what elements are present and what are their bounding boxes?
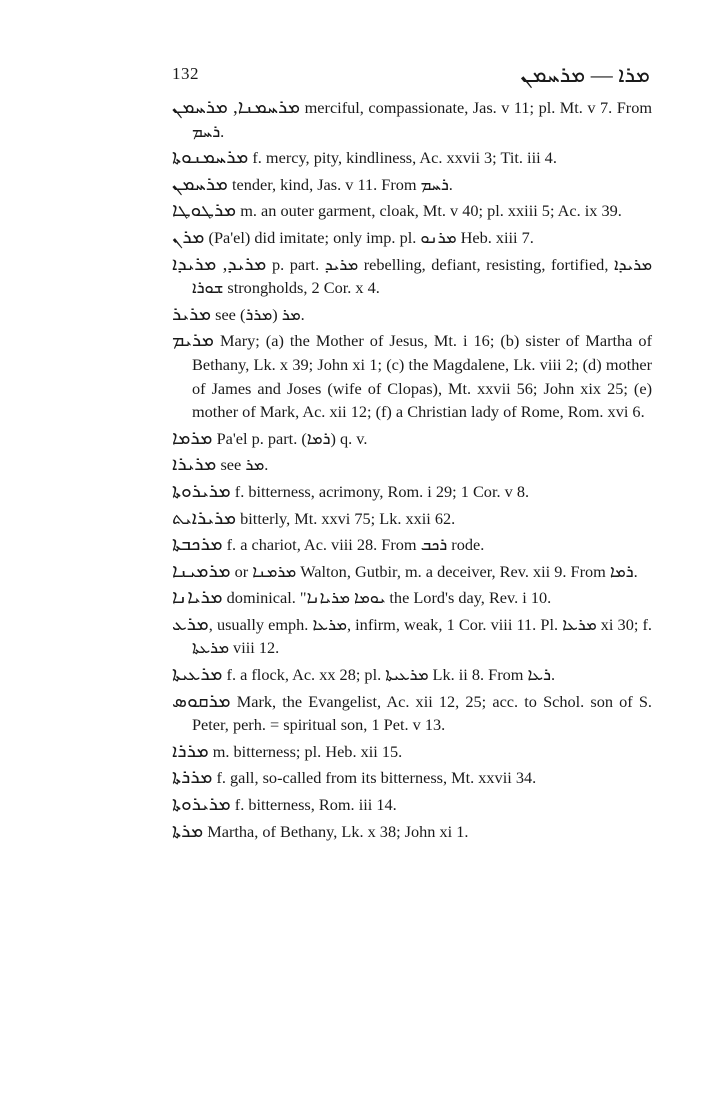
entry-definition: f. bitterness, Rom. iii 14. <box>230 795 397 815</box>
dictionary-entry <box>172 533 652 557</box>
dictionary-entry <box>172 226 652 250</box>
entry-definition: f. mercy, pity, kindliness, Ac. xxvii 3; Tit. iii 4. <box>248 148 557 168</box>
entry-headword: ܡܪܥ <box>172 613 209 635</box>
entry-definition: f. a chariot, Ac. viii 28. From ܪܟܒ rode. <box>222 535 485 555</box>
entry-headword: ܡܪܢ <box>172 226 205 248</box>
entry-definition: f. gall, so-called from its bitterness, Mt. xxvii 34. <box>212 768 537 788</box>
dictionary-entry <box>172 663 652 687</box>
entry-headword: ܡܪܪܐ <box>172 740 209 762</box>
dictionary-entry <box>172 560 652 584</box>
entry-definition: m. an outer garment, cloak, Mt. v 40; pl. xxiii 5; Ac. ix 39. <box>236 201 622 221</box>
dictionary-entry <box>172 173 652 197</box>
entry-headword: ܡܪܚܡܢ <box>172 173 228 195</box>
entry-definition: merciful, compassionate, Jas. v 11; pl. Mt. v 7. From ܪܚܡ. <box>192 98 653 141</box>
entry-headword: ܡܪܡܐ <box>172 427 213 449</box>
entry-headword: ܡܪܚܡܢܐ, ܡܪܚܡܢ <box>172 97 301 118</box>
dictionary-entry <box>172 690 652 737</box>
entry-headword: ܡܪܝܪܘܬܐ <box>172 794 231 816</box>
dictionary-entries <box>172 96 652 846</box>
entry-definition: f. bitterness, acrimony, Rom. i 29; 1 Cor. v 8. <box>230 481 530 501</box>
entry-headword: ܡܪܝܕ, ܡܪܝܕܐ <box>172 253 267 275</box>
entry-definition: Pa'el p. part. (ܪܡܐ) q. v. <box>212 428 368 448</box>
entry-headword: ܡܪܚܡܢܘܬܐ <box>172 147 249 169</box>
dictionary-entry <box>172 480 652 504</box>
running-head: ܡܪܐ — ܡܪܚܡܢ <box>520 62 650 87</box>
entry-headword: ܡܪܝܪ <box>172 303 212 325</box>
entry-definition: bitterly, Mt. xxvi 75; Lk. xxii 62. <box>236 508 456 528</box>
entry-definition: m. bitterness; pl. Heb. xii 15. <box>208 741 403 761</box>
dictionary-entry <box>172 146 652 170</box>
entry-headword: ܡܪܝܪܐ <box>172 454 217 476</box>
dictionary-entry <box>172 507 652 531</box>
dictionary-entry <box>172 253 652 300</box>
dictionary-entry <box>172 427 652 451</box>
entry-headword: ܡܪܬܐ <box>172 820 204 842</box>
entry-headword: ܡܪܟܒܬܐ <box>172 534 223 556</box>
entry-headword: ܡܪܛܘܛܐ <box>172 200 237 222</box>
entry-headword: ܡܪܝܪܘܬܐ <box>172 480 231 502</box>
dictionary-entry <box>172 820 652 844</box>
dictionary-entry <box>172 96 652 143</box>
dictionary-entry <box>172 586 652 610</box>
entry-definition: Mark, the Evangelist, Ac. xii 12, 25; acc. to Schol. son of S. Peter, perh. = spiritual son, 1 Pet. v 13. <box>192 691 652 735</box>
entry-definition: or ܡܪܡܢܐ Walton, Gutbir, m. a deceiver, Rev. xii 9. From ܪܡܐ. <box>230 561 638 581</box>
dictionary-entry <box>172 613 652 660</box>
entry-definition: f. a flock, Ac. xx 28; pl. ܡܪܥܝܬܐ Lk. ii 8. From ܪܥܐ. <box>222 665 556 685</box>
dictionary-entry <box>172 766 652 790</box>
page-number: 132 <box>172 64 199 83</box>
entry-headword: ܡܪܡܝܢܐ <box>172 560 231 582</box>
entry-definition: (Pa'el) did imitate; only imp. pl. ܡܪܢܘ Heb. xiii 7. <box>204 227 534 247</box>
entry-headword: ܡܪܝܐܢܐ <box>172 587 223 609</box>
entry-definition: p. part. ܡܪܝܕ rebelling, defiant, resisting, fortified, ܡܪܝܕܐ ܫܘܪܐ strongholds, 2 Cor. x 4. <box>192 254 652 298</box>
dictionary-entry <box>172 453 652 477</box>
entry-headword: ܡܪܝܡ <box>172 330 214 352</box>
page-header <box>172 62 650 88</box>
entry-definition: dominical. "ܝܘܡܐ ܡܪܝܐܢܐ the Lord's day, Rev. i 10. <box>222 588 552 608</box>
entry-definition: see ܡܪ (ܡܪܪ). <box>211 304 305 324</box>
entry-headword: ܡܪܝܪܐܝܬ <box>172 507 237 529</box>
entry-headword: ܡܪܪܬܐ <box>172 767 213 789</box>
entry-headword: ܡܪܩܘܣ <box>172 690 231 712</box>
dictionary-entry <box>172 329 652 423</box>
dictionary-entry <box>172 740 652 764</box>
entry-definition: tender, kind, Jas. v 11. From ܪܚܡ. <box>227 174 453 194</box>
entry-definition: , usually emph. ܡܪܥܐ, infirm, weak, 1 Cor. viii 11. Pl. ܡܪܥܐ xi 30; f. ܡܪܥܬܐ viii 12. <box>192 614 652 658</box>
entry-definition: Martha, of Bethany, Lk. x 38; John xi 1. <box>203 821 469 841</box>
entry-headword: ܡܪܥܝܬܐ <box>172 664 223 686</box>
dictionary-entry <box>172 793 652 817</box>
dictionary-entry <box>172 303 652 327</box>
entry-definition: see ܡܪ. <box>216 455 269 475</box>
entry-definition: Mary; (a) the Mother of Jesus, Mt. i 16; (b) sister of Martha of Bethany, Lk. x 39; John xi 1; (c) the Magdalene, Lk. viii 2; (d) mother of James and Joses (wife of Clopas), Mt. xxvii 56; John xix 25; (e) mother of Mark, Ac. xii 12; (f) a Christian lady of Rome, Rom. xvi 6. <box>192 331 652 422</box>
dictionary-entry <box>172 199 652 223</box>
